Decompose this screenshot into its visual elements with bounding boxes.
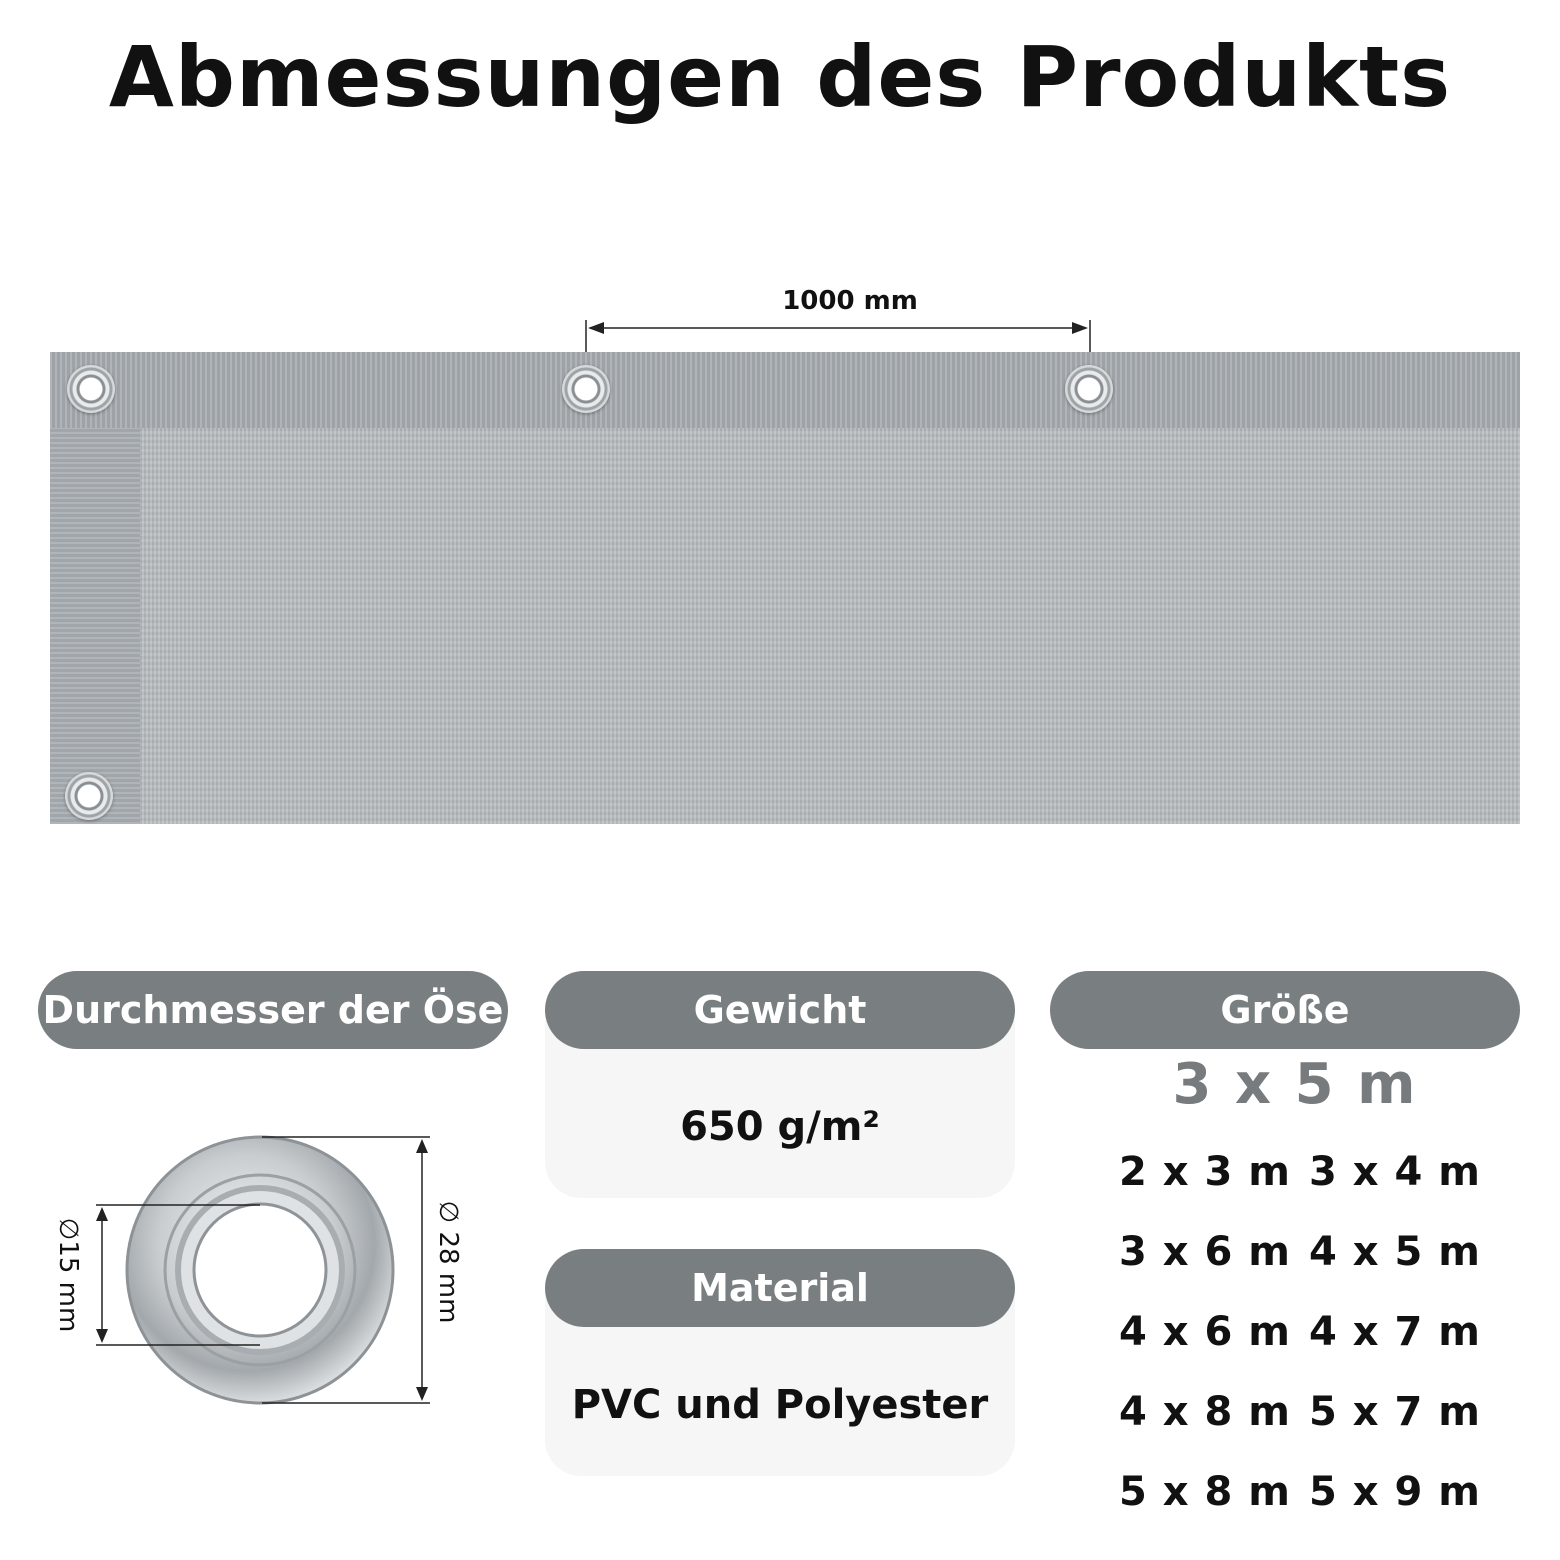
grommet-icon xyxy=(1065,365,1113,413)
size-option: 3 x 4 m xyxy=(1309,1149,1481,1195)
size-option: 4 x 5 m xyxy=(1309,1229,1481,1275)
size-option: 4 x 8 m xyxy=(1119,1389,1291,1435)
banner-left-hem xyxy=(50,428,140,824)
banner-top-hem xyxy=(50,352,1520,428)
banner-image xyxy=(50,352,1520,824)
inner-diameter-label: ∅15 mm xyxy=(53,1217,83,1333)
size-current: 3 x 5 m xyxy=(1172,1052,1418,1117)
material-header: Material xyxy=(545,1249,1015,1327)
size-option: 4 x 7 m xyxy=(1309,1309,1481,1355)
material-value: PVC und Polyester xyxy=(571,1382,989,1428)
size-option: 5 x 9 m xyxy=(1309,1469,1481,1515)
size-option: 2 x 3 m xyxy=(1119,1149,1291,1195)
grommet-icon xyxy=(562,365,610,413)
spacing-label: 1000 mm xyxy=(782,286,918,316)
eyelet-diameter-header: Durchmesser der Öse xyxy=(38,971,508,1049)
grommet-icon xyxy=(67,365,115,413)
grommet-icon xyxy=(65,772,113,820)
size-option: 5 x 7 m xyxy=(1309,1389,1481,1435)
weight-header: Gewicht xyxy=(545,971,1015,1049)
size-option: 4 x 6 m xyxy=(1119,1309,1291,1355)
eyelet-diagram xyxy=(40,1120,460,1420)
size-option: 5 x 8 m xyxy=(1119,1469,1291,1515)
outer-diameter-label: ∅ 28 mm xyxy=(433,1200,463,1324)
page-title: Abmessungen des Produkts xyxy=(108,28,1452,126)
size-header: Größe xyxy=(1050,971,1520,1049)
size-options-list xyxy=(1110,1142,1490,1542)
size-option: 3 x 6 m xyxy=(1119,1229,1291,1275)
weight-value: 650 g/m² xyxy=(680,1104,880,1150)
